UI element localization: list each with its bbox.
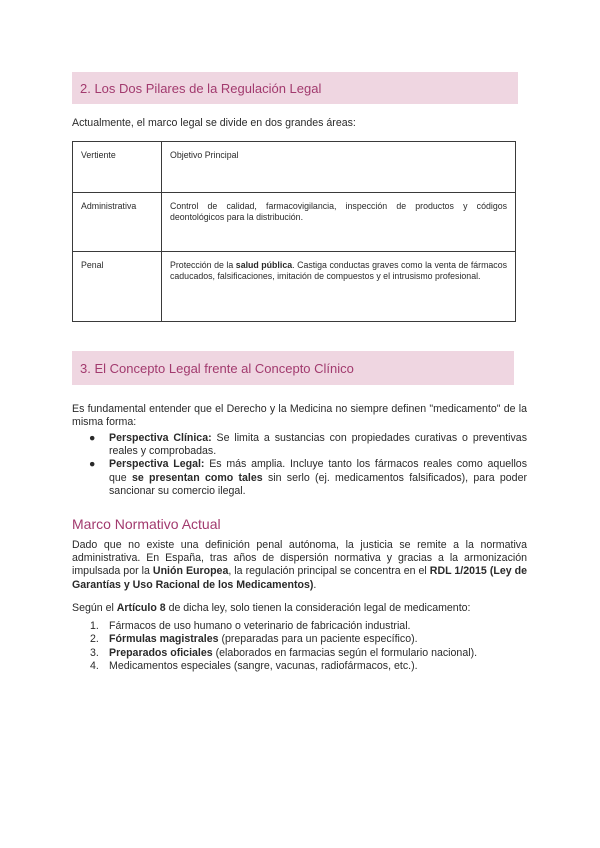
list-text: Medicamentos especiales (sangre, vacunas, radiofármacos, etc.). [109, 660, 418, 673]
list-item [72, 458, 527, 498]
paragraph-text: de dicha ley, solo tienen la consideración legal de medicamento: [165, 602, 471, 614]
cell-text: . Castiga conductas graves como la venta de fármacos caducados, falsificaciones, imitación de compuestos y el intrusismo profesional. [170, 260, 507, 281]
table-cell-vertiente: Penal [73, 252, 162, 322]
table-row [73, 252, 516, 322]
list-text-bold: Fórmulas magistrales [109, 633, 219, 646]
list-number: 2. [90, 633, 99, 646]
table-cell-objetivo: Control de calidad, farmacovigilancia, inspección de productos y códigos deontológicos para la distribución. [162, 193, 516, 252]
list-item [72, 633, 527, 646]
list-item [72, 620, 527, 633]
table-cell-vertiente: Administrativa [73, 193, 162, 252]
section-3-title: 3. El Concepto Legal frente al Concepto Clínico [80, 360, 354, 376]
table-header-row [73, 142, 516, 193]
list-item [72, 647, 527, 660]
table-cell-objetivo [162, 252, 516, 322]
perspective-list [72, 432, 527, 498]
section-2-intro: Actualmente, el marco legal se divide en dos grandes áreas: [72, 117, 356, 129]
marco-paragraph-1 [72, 539, 527, 592]
section-2-title: 2. Los Dos Pilares de la Regulación Legal [80, 80, 322, 96]
list-number: 3. [90, 646, 99, 659]
cell-text-bold: salud pública [235, 260, 293, 270]
list-number: 1. [90, 620, 99, 632]
bullet-icon: ● [89, 458, 96, 471]
table-row [73, 193, 516, 252]
list-text: (elaborados en farmacias según el formulario nacional). [212, 646, 478, 659]
list-item [72, 432, 527, 458]
paragraph-text: Según el [72, 602, 117, 614]
section-3-intro: Es fundamental entender que el Derecho y la Medicina no siempre definen "medicamento" de la misma forma: [72, 403, 527, 429]
paragraph-text: . [313, 578, 317, 591]
paragraph-text: Dado que no existe una definición penal autónoma, la justicia se remite a la normativa administrativa. En España, tras años de dispersión normativa y gracias a la armonización impulsada por la [72, 539, 527, 578]
cell-text: Protección de la [170, 260, 236, 270]
medicamento-list [72, 620, 527, 674]
section-2-header [72, 72, 518, 104]
table-header-vertiente: Vertiente [73, 142, 162, 193]
paragraph-text-bold: Artículo 8 [116, 602, 166, 614]
bullet-label: Perspectiva Clínica: [109, 432, 212, 444]
list-text: Fármacos de uso humano o veterinario de fabricación industrial. [109, 620, 411, 632]
list-text-bold: Preparados oficiales [109, 646, 213, 659]
bullet-text-bold: se presentan como tales [131, 471, 263, 484]
list-text: (preparadas para un paciente específico). [218, 633, 418, 646]
bullet-text: Es más amplia. Incluye tanto los fármacos reales como aquellos que [109, 458, 527, 484]
marco-paragraph-2 [72, 602, 527, 615]
bullet-text: Se limita a sustancias con propiedades curativas o preventivas reales y comprobadas. [109, 432, 527, 458]
bullet-icon: ● [89, 432, 96, 444]
bullet-text: sin serlo (ej. medicamentos falsificados), para poder sancionar su comercio ilegal. [109, 471, 527, 497]
bullet-label: Perspectiva Legal: [109, 458, 205, 471]
marco-normativo-heading: Marco Normativo Actual [72, 516, 221, 532]
paragraph-text-bold: Unión Europea [152, 565, 229, 578]
paragraph-text-bold: RDL 1/2015 (Ley de Garantías y Uso Racional de los Medicamentos) [72, 565, 527, 591]
list-number: 4. [90, 660, 99, 673]
section-3-header [72, 351, 514, 385]
paragraph-text: , la regulación principal se concentra en el [228, 565, 430, 578]
list-item [72, 660, 527, 673]
table-header-objetivo: Objetivo Principal [162, 142, 516, 193]
regulation-table [72, 141, 516, 322]
